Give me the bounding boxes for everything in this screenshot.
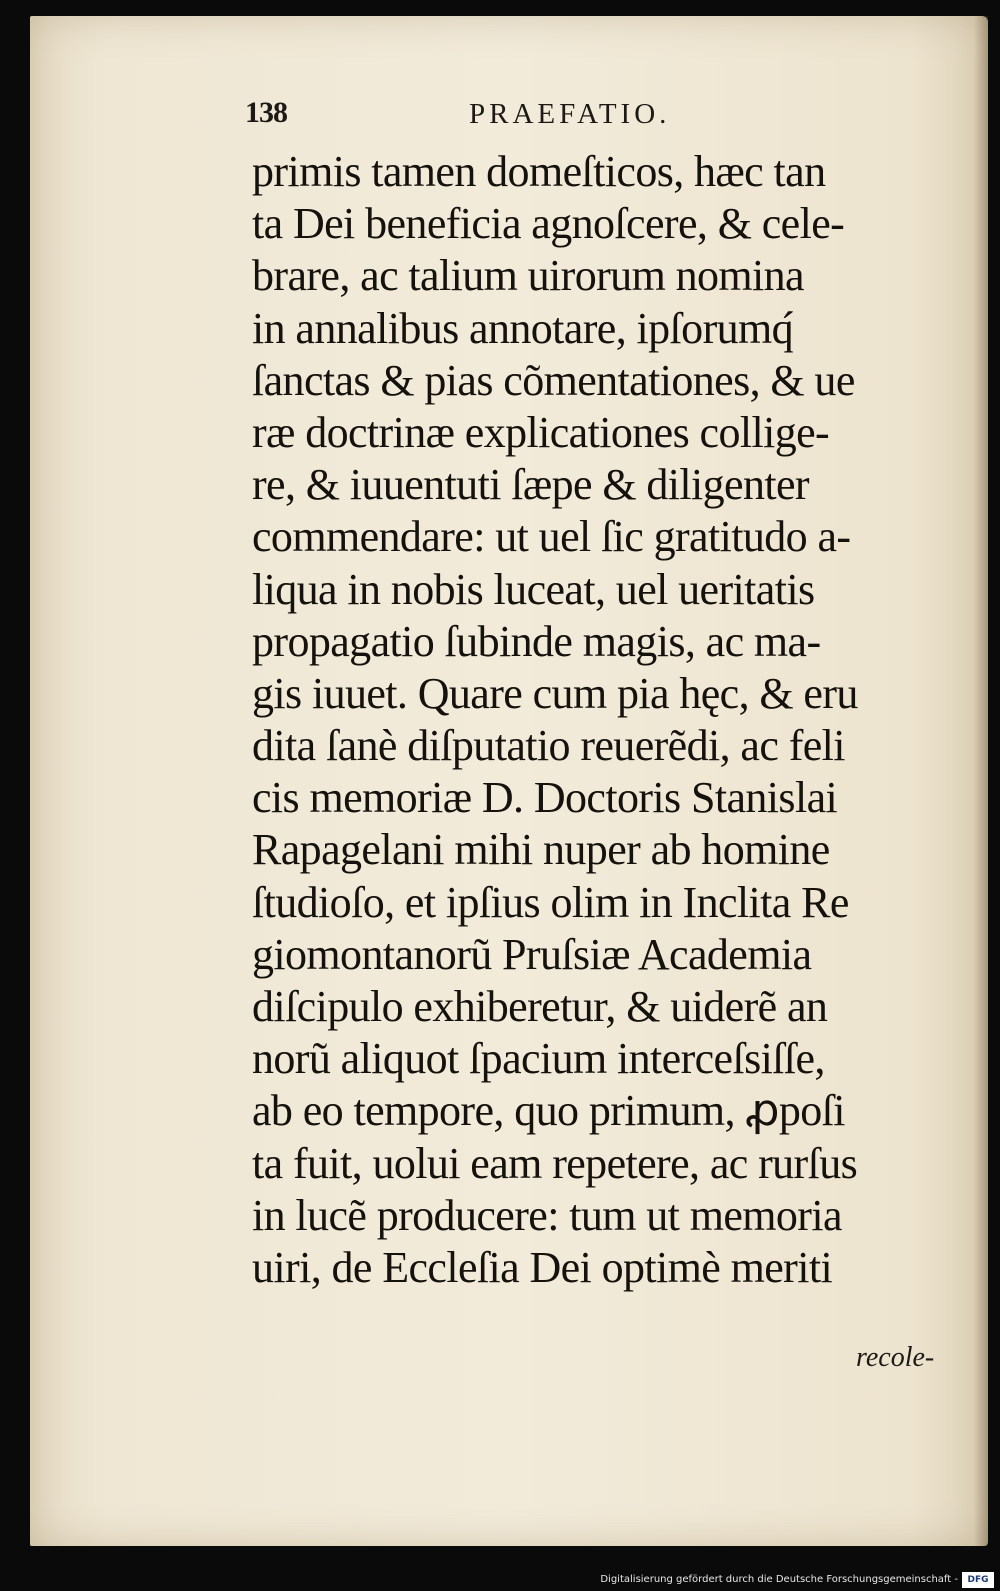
body-text [252, 146, 942, 1294]
text-line: ta Dei beneficia agnoſcere, & cele- [252, 199, 845, 249]
text-line: dita ſanè diſputatio reuerẽdi, ac feli [252, 721, 845, 771]
text-line: brare, ac talium uirorum nomina [252, 251, 804, 301]
text-line: uiri, de Eccleſia Dei optimè meriti [252, 1242, 833, 1292]
text-line: ſtudioſo, et ipſius olim in Inclita Re [252, 877, 849, 927]
text-line: cis memoriæ D. Doctoris Stanislai [252, 773, 838, 823]
page-header [245, 96, 945, 136]
dfg-logo: DFG [962, 1572, 994, 1588]
text-line: ab eo tempore, quo primum, ꝓpoſi [252, 1086, 845, 1136]
catchword: recole- [856, 1342, 935, 1373]
text-line: giomontanorũ Pruſsiæ Academia [252, 929, 812, 979]
text-line: in annalibus annotare, ipſorumq́ [252, 303, 794, 353]
text-line: commendare: ut uel ſic gratitudo a- [252, 512, 851, 562]
text-line: ræ doctrinæ explicationes collige- [252, 407, 830, 457]
text-line: ta fuit, uolui eam repetere, ac rurſus [252, 1138, 858, 1188]
text-line: ſanctas & pias cõmentationes, & ue [252, 355, 855, 405]
text-line: diſcipulo exhiberetur, & uiderẽ an [252, 982, 828, 1031]
text-line: re, & iuuentuti ſæpe & diligenter [252, 460, 809, 510]
text-line: Rapagelani mihi nuper ab homine [252, 825, 830, 875]
page-number: 138 [245, 96, 287, 129]
text-line: gis iuuet. Quare cum pia hęc, & eru [252, 668, 858, 718]
running-head: PRAEFATIO. [469, 98, 671, 130]
text-line: propagatio ſubinde magis, ac ma- [252, 616, 821, 666]
text-line: in lucẽ producere: tum ut memoria [252, 1190, 842, 1240]
digitization-credit: Digitalisierung gefördert durch die Deutsche Forschungsgemeinschaft - [600, 1574, 958, 1585]
text-line: primis tamen domeſticos, hæc tan [252, 147, 826, 196]
text-line: norũ aliquot ſpacium interceſsiſſe, [252, 1034, 825, 1084]
page-edge-shadow [974, 16, 988, 1546]
text-line: liqua in nobis luceat, uel ueritatis [252, 564, 815, 614]
